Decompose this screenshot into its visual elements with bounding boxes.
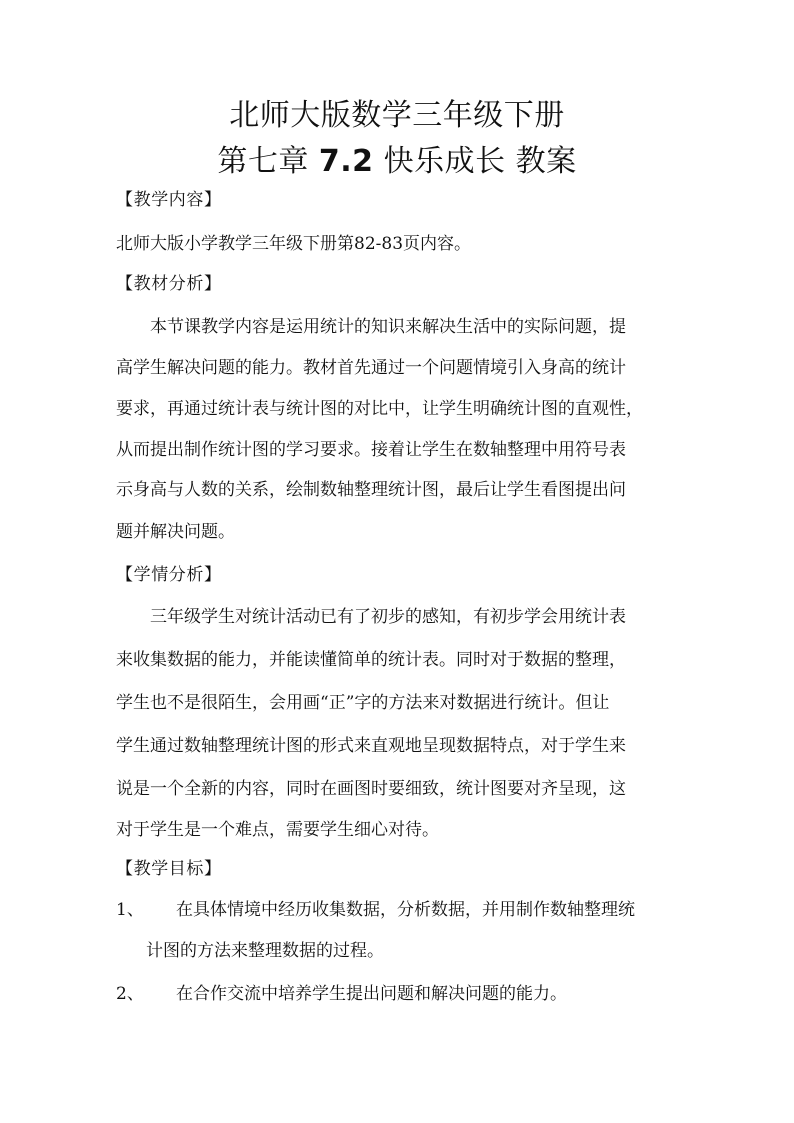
section-heading-analysis: 【教材分析】	[116, 274, 222, 294]
student-line: 来收集数据的能力，并能读懂简单的统计表。同时对于数据的整理，	[116, 650, 626, 670]
analysis-line: 本节课教学内容是运用统计的知识来解决生活中的实际问题，提	[150, 317, 626, 337]
content-text: 北师大版小学教学三年级下册第82-83页内容。	[116, 234, 472, 254]
goal-item-1	[116, 898, 688, 922]
goal-text: 在合作交流中培养学生提出问题和解决问题的能力。	[176, 984, 567, 1004]
analysis-line: 高学生解决问题的能力。教材首先通过一个问题情境引入身高的统计	[116, 358, 626, 378]
goal-number: 1、	[116, 900, 144, 920]
student-line: 说是一个全新的内容，同时在画图时要细致，统计图要对齐呈现，这	[116, 779, 626, 799]
goal-item-2	[116, 982, 688, 1006]
title-lesson: 快乐成长 教案	[373, 144, 577, 179]
title-chapter: 第七章	[217, 144, 319, 179]
document-title-line2	[0, 142, 794, 182]
section-heading-content: 【教学内容】	[116, 190, 222, 210]
analysis-line: 从而提出制作统计图的学习要求。接着让学生在数轴整理中用符号表	[116, 440, 626, 460]
section-heading-student: 【学情分析】	[116, 565, 222, 585]
goal-item-1-continuation: 计图的方法来整理数据的过程。	[146, 941, 384, 961]
goal-number: 2、	[116, 984, 144, 1004]
document-title-line1	[0, 96, 794, 136]
title-section-number: 7.2	[318, 144, 374, 179]
analysis-line: 示身高与人数的关系，绘制数轴整理统计图，最后让学生看图提出问	[116, 480, 626, 500]
student-line: 学生也不是很陌生，会用画“正”字的方法来对数据进行统计。但让	[116, 693, 610, 713]
analysis-line: 要求，再通过统计表与统计图的对比中，让学生明确统计图的直观性，	[116, 399, 643, 419]
analysis-line: 题并解决问题。	[116, 522, 235, 542]
title-text: 北师大版数学三年级下册	[229, 98, 565, 133]
goal-text: 在具体情境中经历收集数据，分析数据，并用制作数轴整理统	[176, 900, 635, 920]
student-line: 学生通过数轴整理统计图的形式来直观地呈现数据特点，对于学生来	[116, 736, 626, 756]
student-line: 对于学生是一个难点，需要学生细心对待。	[116, 820, 439, 840]
student-line: 三年级学生对统计活动已有了初步的感知，有初步学会用统计表	[150, 607, 626, 627]
section-heading-goals: 【教学目标】	[116, 859, 222, 879]
